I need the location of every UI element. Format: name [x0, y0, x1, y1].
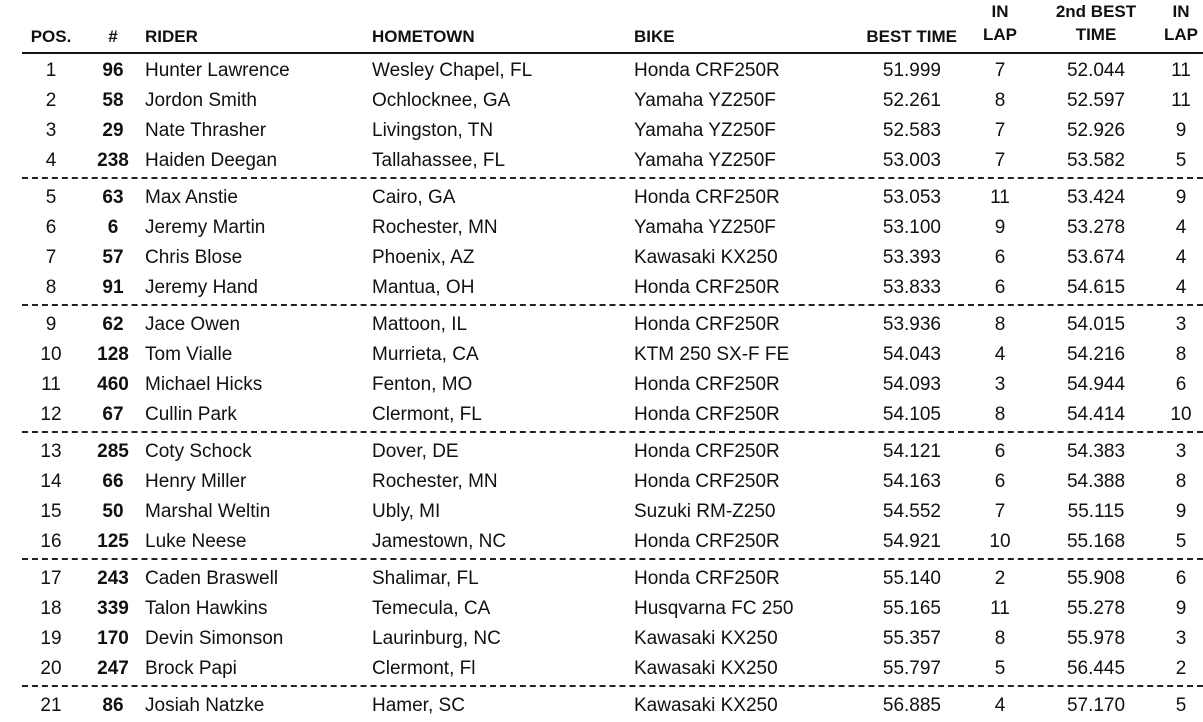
number-cell: 50: [102, 501, 124, 522]
hometown-cell: Mantua, OH: [372, 277, 475, 298]
number-cell: 91: [102, 277, 124, 298]
rider-cell: Devin Simonson: [145, 628, 284, 649]
best-time-cell: 54.105: [882, 404, 941, 425]
best-time-cell: 54.921: [882, 531, 941, 552]
header-in-lap-1-line2: LAP: [983, 25, 1017, 44]
hometown-cell: Jamestown, NC: [372, 531, 507, 552]
bike-cell: Honda CRF250R: [634, 374, 780, 395]
hometown-cell: Wesley Chapel, FL: [372, 60, 533, 81]
hometown-cell: Clermont, FL: [372, 404, 482, 425]
pos-cell: 20: [40, 658, 62, 679]
hometown-cell: Dover, DE: [372, 441, 459, 462]
table-row: [22, 271, 1203, 301]
best-time-cell: 56.885: [882, 695, 941, 716]
in-lap-1-cell: 8: [994, 314, 1006, 335]
in-lap-1-cell: 6: [994, 441, 1006, 462]
second-best-time-cell: 54.615: [1066, 277, 1126, 298]
in-lap-2-cell: 2: [1175, 658, 1187, 679]
header-second-best-line1: 2nd BEST: [1055, 2, 1137, 21]
pos-cell: 2: [45, 90, 57, 111]
in-lap-1-cell: 7: [994, 60, 1006, 81]
in-lap-2-cell: 8: [1175, 471, 1187, 492]
table-row: [22, 592, 1203, 622]
pos-cell: 3: [45, 120, 57, 141]
pos-cell: 10: [40, 344, 62, 365]
hometown-cell: Clermont, Fl: [372, 658, 476, 679]
in-lap-2-cell: 6: [1175, 374, 1187, 395]
pos-cell: 6: [45, 217, 57, 238]
second-best-time-cell: 53.278: [1066, 217, 1126, 238]
pos-cell: 18: [40, 598, 62, 619]
pos-cell: 8: [45, 277, 57, 298]
pos-cell: 12: [40, 404, 62, 425]
bike-cell: Yamaha YZ250F: [634, 90, 776, 111]
table-row: [22, 465, 1203, 495]
in-lap-1-cell: 11: [990, 187, 1010, 208]
number-cell: 243: [97, 568, 129, 589]
table-row: [22, 525, 1203, 555]
bike-cell: Husqvarna FC 250: [634, 598, 794, 619]
rider-cell: Nate Thrasher: [145, 120, 267, 141]
in-lap-1-cell: 11: [990, 598, 1010, 619]
table-row: [22, 652, 1203, 682]
best-time-cell: 54.552: [882, 501, 941, 522]
in-lap-1-cell: 9: [994, 217, 1006, 238]
table-row: [22, 84, 1203, 114]
in-lap-1-cell: 5: [994, 658, 1006, 679]
number-cell: 58: [102, 90, 124, 111]
rider-cell: Michael Hicks: [145, 374, 263, 395]
in-lap-2-cell: 5: [1175, 531, 1187, 552]
second-best-time-cell: 56.445: [1066, 658, 1126, 679]
in-lap-1-cell: 3: [994, 374, 1006, 395]
pos-cell: 1: [45, 60, 57, 81]
second-best-time-cell: 54.015: [1066, 314, 1126, 335]
hometown-cell: Rochester, MN: [372, 471, 498, 492]
pos-cell: 5: [45, 187, 57, 208]
header-number: #: [108, 27, 118, 46]
bike-cell: Honda CRF250R: [634, 277, 780, 298]
hometown-cell: Tallahassee, FL: [372, 150, 506, 171]
table-header: [22, 0, 1203, 54]
header-in-lap-1: [978, 0, 1022, 46]
second-best-time-cell: 54.383: [1066, 441, 1126, 462]
hometown-cell: Temecula, CA: [372, 598, 491, 619]
bike-cell: Honda CRF250R: [634, 404, 780, 425]
bike-cell: Honda CRF250R: [634, 531, 780, 552]
bike-cell: Honda CRF250R: [634, 187, 780, 208]
second-best-time-cell: 53.582: [1066, 150, 1126, 171]
hometown-cell: Hamer, SC: [372, 695, 465, 716]
best-time-cell: 53.833: [882, 277, 941, 298]
header-in-lap-2: [1158, 0, 1203, 46]
in-lap-2-cell: 9: [1175, 120, 1187, 141]
second-best-time-cell: 52.926: [1066, 120, 1126, 141]
bike-cell: Suzuki RM-Z250: [634, 501, 776, 522]
rider-cell: Chris Blose: [145, 247, 243, 268]
rider-cell: Luke Neese: [145, 531, 247, 552]
bike-cell: Kawasaki KX250: [634, 658, 778, 679]
in-lap-1-cell: 6: [994, 247, 1006, 268]
in-lap-2-cell: 9: [1175, 501, 1187, 522]
header-second-best-line2: TIME: [1075, 25, 1117, 44]
pos-cell: 15: [40, 501, 62, 522]
in-lap-2-cell: 9: [1175, 598, 1187, 619]
rider-cell: Josiah Natzke: [145, 695, 265, 716]
rider-cell: Hunter Lawrence: [145, 60, 290, 81]
in-lap-1-cell: 8: [994, 90, 1006, 111]
group-divider: [22, 428, 1203, 433]
pos-cell: 7: [45, 247, 57, 268]
bike-cell: Honda CRF250R: [634, 471, 780, 492]
table-row: [22, 181, 1203, 211]
number-cell: 86: [102, 695, 124, 716]
in-lap-2-cell: 4: [1175, 247, 1187, 268]
pos-cell: 19: [40, 628, 62, 649]
hometown-cell: Cairo, GA: [372, 187, 456, 208]
in-lap-2-cell: 11: [1171, 90, 1191, 111]
best-time-cell: 55.797: [882, 658, 941, 679]
group-divider: [22, 682, 1203, 687]
number-cell: 6: [107, 217, 119, 238]
best-time-cell: 54.163: [882, 471, 941, 492]
pos-cell: 4: [45, 150, 57, 171]
rider-cell: Tom Vialle: [145, 344, 233, 365]
best-time-cell: 51.999: [882, 60, 941, 81]
rider-cell: Talon Hawkins: [145, 598, 268, 619]
bike-cell: Kawasaki KX250: [634, 628, 778, 649]
bike-cell: Kawasaki KX250: [634, 695, 778, 716]
rider-cell: Cullin Park: [145, 404, 237, 425]
table-row: [22, 211, 1203, 241]
pos-cell: 17: [40, 568, 62, 589]
hometown-cell: Rochester, MN: [372, 217, 498, 238]
table-row: [22, 495, 1203, 525]
in-lap-1-cell: 4: [994, 344, 1006, 365]
number-cell: 460: [97, 374, 129, 395]
pos-cell: 21: [40, 695, 62, 716]
bike-cell: Honda CRF250R: [634, 60, 780, 81]
hometown-cell: Ubly, MI: [372, 501, 441, 522]
second-best-time-cell: 55.168: [1066, 531, 1126, 552]
in-lap-1-cell: 6: [994, 277, 1006, 298]
group-divider: [22, 174, 1203, 179]
bike-cell: Yamaha YZ250F: [634, 120, 776, 141]
rider-cell: Jace Owen: [145, 314, 241, 335]
header-in-lap-2-line1: IN: [1172, 2, 1190, 21]
table-row: [22, 562, 1203, 592]
hometown-cell: Laurinburg, NC: [372, 628, 501, 649]
bike-cell: Honda CRF250R: [634, 314, 780, 335]
header-in-lap-1-line1: IN: [991, 2, 1009, 21]
number-cell: 29: [102, 120, 124, 141]
second-best-time-cell: 53.424: [1066, 187, 1126, 208]
hometown-cell: Livingston, TN: [372, 120, 494, 141]
number-cell: 96: [102, 60, 124, 81]
header-rider: RIDER: [145, 27, 198, 46]
in-lap-2-cell: 10: [1170, 404, 1192, 425]
header-in-lap-2-line2: LAP: [1164, 25, 1198, 44]
number-cell: 125: [97, 531, 129, 552]
rider-cell: Brock Papi: [145, 658, 237, 679]
second-best-time-cell: 53.674: [1066, 247, 1126, 268]
in-lap-2-cell: 3: [1175, 441, 1187, 462]
in-lap-2-cell: 9: [1175, 187, 1187, 208]
best-time-cell: 53.053: [882, 187, 941, 208]
number-cell: 339: [97, 598, 129, 619]
table-row: [22, 114, 1203, 144]
number-cell: 170: [97, 628, 129, 649]
second-best-time-cell: 54.414: [1066, 404, 1126, 425]
table-row: [22, 398, 1203, 428]
rider-cell: Caden Braswell: [145, 568, 279, 589]
in-lap-1-cell: 2: [994, 568, 1006, 589]
best-time-cell: 53.393: [882, 247, 941, 268]
rider-cell: Jordon Smith: [145, 90, 257, 111]
second-best-time-cell: 57.170: [1066, 695, 1126, 716]
number-cell: 57: [102, 247, 124, 268]
best-time-cell: 52.583: [882, 120, 941, 141]
bike-cell: Honda CRF250R: [634, 441, 780, 462]
second-best-time-cell: 55.115: [1067, 501, 1125, 522]
bike-cell: KTM 250 SX-F FE: [634, 344, 790, 365]
hometown-cell: Ochlocknee, GA: [372, 90, 511, 111]
number-cell: 285: [97, 441, 129, 462]
table-row: [22, 435, 1203, 465]
in-lap-1-cell: 4: [994, 695, 1006, 716]
header-best-time: BEST TIME: [866, 27, 957, 46]
in-lap-2-cell: 3: [1175, 628, 1187, 649]
in-lap-2-cell: 4: [1175, 277, 1187, 298]
best-time-cell: 54.121: [882, 441, 941, 462]
best-time-cell: 53.100: [882, 217, 941, 238]
bike-cell: Kawasaki KX250: [634, 247, 778, 268]
in-lap-1-cell: 7: [994, 150, 1006, 171]
best-time-cell: 54.093: [882, 374, 941, 395]
rider-cell: Max Anstie: [145, 187, 238, 208]
rider-cell: Haiden Deegan: [145, 150, 278, 171]
table-row: [22, 689, 1203, 719]
group-divider: [22, 301, 1203, 306]
header-pos: POS.: [30, 27, 72, 46]
in-lap-1-cell: 6: [994, 471, 1006, 492]
in-lap-2-cell: 3: [1175, 314, 1187, 335]
rider-cell: Marshal Weltin: [145, 501, 271, 522]
bike-cell: Honda CRF250R: [634, 568, 780, 589]
best-time-cell: 53.936: [882, 314, 941, 335]
header-second-best-time: [1042, 0, 1150, 46]
number-cell: 63: [102, 187, 124, 208]
table-row: [22, 308, 1203, 338]
hometown-cell: Fenton, MO: [372, 374, 473, 395]
results-table: [22, 0, 1203, 719]
in-lap-2-cell: 5: [1175, 150, 1187, 171]
bike-cell: Yamaha YZ250F: [634, 217, 776, 238]
pos-cell: 13: [40, 441, 62, 462]
in-lap-2-cell: 4: [1175, 217, 1187, 238]
hometown-cell: Shalimar, FL: [372, 568, 479, 589]
pos-cell: 14: [40, 471, 62, 492]
in-lap-2-cell: 6: [1175, 568, 1187, 589]
table-row: [22, 622, 1203, 652]
in-lap-2-cell: 5: [1175, 695, 1187, 716]
hometown-cell: Mattoon, IL: [372, 314, 468, 335]
second-best-time-cell: 54.388: [1066, 471, 1126, 492]
pos-cell: 11: [41, 374, 61, 395]
rider-cell: Jeremy Hand: [145, 277, 258, 298]
pos-cell: 16: [40, 531, 62, 552]
best-time-cell: 53.003: [882, 150, 941, 171]
number-cell: 67: [102, 404, 124, 425]
second-best-time-cell: 54.216: [1066, 344, 1126, 365]
bike-cell: Yamaha YZ250F: [634, 150, 776, 171]
best-time-cell: 55.357: [882, 628, 941, 649]
table-row: [22, 338, 1203, 368]
header-hometown: HOMETOWN: [372, 27, 475, 46]
hometown-cell: Murrieta, CA: [372, 344, 479, 365]
number-cell: 247: [97, 658, 129, 679]
number-cell: 128: [97, 344, 129, 365]
in-lap-1-cell: 7: [994, 501, 1006, 522]
number-cell: 66: [102, 471, 124, 492]
table-row: [22, 241, 1203, 271]
number-cell: 62: [102, 314, 124, 335]
rider-cell: Henry Miller: [145, 471, 247, 492]
in-lap-2-cell: 11: [1171, 60, 1191, 81]
best-time-cell: 52.261: [882, 90, 941, 111]
best-time-cell: 55.140: [882, 568, 941, 589]
second-best-time-cell: 55.278: [1066, 598, 1126, 619]
rider-cell: Jeremy Martin: [145, 217, 266, 238]
second-best-time-cell: 52.044: [1066, 60, 1126, 81]
table-row: [22, 54, 1203, 84]
in-lap-1-cell: 10: [989, 531, 1011, 552]
rider-cell: Coty Schock: [145, 441, 252, 462]
second-best-time-cell: 54.944: [1066, 374, 1126, 395]
in-lap-1-cell: 8: [994, 404, 1006, 425]
in-lap-1-cell: 7: [994, 120, 1006, 141]
number-cell: 238: [97, 150, 129, 171]
table-body: [22, 54, 1203, 719]
group-divider: [22, 555, 1203, 560]
hometown-cell: Phoenix, AZ: [372, 247, 475, 268]
pos-cell: 9: [45, 314, 57, 335]
table-row: [22, 144, 1203, 174]
header-bike: BIKE: [634, 27, 675, 46]
second-best-time-cell: 52.597: [1066, 90, 1126, 111]
table-row: [22, 368, 1203, 398]
second-best-time-cell: 55.908: [1066, 568, 1126, 589]
second-best-time-cell: 55.978: [1066, 628, 1126, 649]
in-lap-1-cell: 8: [994, 628, 1006, 649]
best-time-cell: 55.165: [882, 598, 941, 619]
best-time-cell: 54.043: [882, 344, 941, 365]
in-lap-2-cell: 8: [1175, 344, 1187, 365]
